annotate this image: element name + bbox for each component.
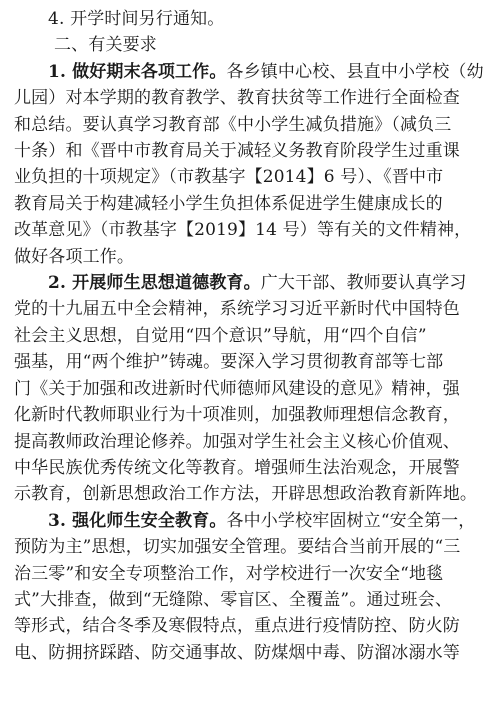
body-text: 儿园）对本学期的教育教学、教育扶贫等工作进行全面检查 bbox=[14, 88, 460, 109]
text-line bbox=[14, 296, 460, 322]
text-line bbox=[14, 481, 478, 507]
bold-heading-text: 3. 强化师生安全教育。 bbox=[48, 510, 227, 531]
body-text: 4. 开学时间另行通知。 bbox=[48, 9, 225, 29]
body-text: 各乡镇中心校、县直中小学校（幼 bbox=[226, 61, 484, 82]
body-text: 教育局关于构建减轻小学生负担体系促进学生健康成长的 bbox=[14, 193, 443, 214]
text-line bbox=[14, 244, 456, 270]
body-text: 和总结。要认真学习教育部《中小学生减负措施》（减负三 bbox=[14, 114, 452, 135]
body-text: 提高教师政治理论修养。加强对学生社会主义核心价值观、 bbox=[14, 431, 460, 452]
bold-heading-text: 2. 开展师生思想道德教育。 bbox=[48, 273, 261, 294]
body-text: 预防为主”思想，切实加强安全管理。要结合当前开展的“三 bbox=[14, 537, 461, 558]
body-text: 党的十九届五中全会精神，系统学习习近平新时代中国特色 bbox=[14, 299, 460, 320]
text-line bbox=[14, 402, 460, 428]
body-text: 社会主义思想，自觉用“四个意识”导航，用“四个自信” bbox=[14, 325, 427, 346]
body-text: 式”大排查，做到“无缝隙、零盲区、全覆盖”。通过班会、 bbox=[14, 589, 453, 610]
text-line bbox=[14, 32, 456, 58]
body-text: 治三零”和安全专项整治工作，对学校进行一次安全“地毯 bbox=[14, 563, 444, 584]
body-text: 业负担的十项规定》（市教基字【2014】6 号）、《晋中市 bbox=[14, 167, 444, 188]
body-text: 改革意见》（市教基字【2019】14 号）等有关的文件精神， bbox=[14, 220, 472, 241]
text-line bbox=[14, 217, 472, 243]
text-line bbox=[14, 534, 461, 560]
text-line bbox=[14, 112, 456, 138]
body-text: 化新时代教师职业行为十项准则，加强教师理想信念教育， bbox=[14, 405, 460, 426]
body-text: 强基，用“两个维护”铸魂。要深入学习贯彻教育部等七部 bbox=[14, 352, 444, 373]
text-line bbox=[14, 376, 460, 402]
body-text: 二、有关要求 bbox=[54, 35, 157, 56]
text-line bbox=[14, 6, 456, 32]
body-text: 十条）和《晋中市教育局关于减轻义务教育阶段学生过重课 bbox=[14, 141, 460, 162]
text-line bbox=[14, 191, 456, 217]
text-line bbox=[14, 138, 460, 164]
text-line bbox=[14, 455, 460, 481]
body-text: 等形式，结合冬季及寒假特点，重点进行疫情防控、防火防 bbox=[14, 616, 460, 637]
text-line bbox=[14, 270, 467, 296]
text-line bbox=[14, 587, 456, 613]
text-line bbox=[14, 323, 456, 349]
body-text: 中华民族优秀传统文化等教育。增强师生法治观念，开展警 bbox=[14, 457, 460, 478]
text-line bbox=[14, 561, 456, 587]
text-line bbox=[14, 508, 476, 534]
text-line bbox=[14, 349, 456, 375]
bold-heading-text: 1. 做好期末各项工作。 bbox=[48, 61, 227, 82]
text-line bbox=[14, 59, 484, 85]
text-line bbox=[14, 640, 460, 666]
body-text: 门《关于加强和改进新时代师德师风建设的意见》精神，强 bbox=[14, 378, 460, 399]
body-text: 各中小学校牢固树立“安全第一， bbox=[226, 510, 476, 531]
text-line bbox=[14, 429, 460, 455]
body-text: 广大干部、教师要认真学习 bbox=[260, 273, 467, 294]
body-text: 做好各项工作。 bbox=[14, 246, 135, 267]
body-text: 电、防拥挤踩踏、防交通事故、防煤烟中毒、防溜冰溺水等 bbox=[14, 642, 460, 663]
text-line bbox=[14, 164, 456, 190]
text-line bbox=[14, 613, 460, 639]
body-text: 示教育，创新思想政治工作方法，开辟思想政治教育新阵地。 bbox=[14, 484, 478, 505]
text-line bbox=[14, 85, 460, 111]
